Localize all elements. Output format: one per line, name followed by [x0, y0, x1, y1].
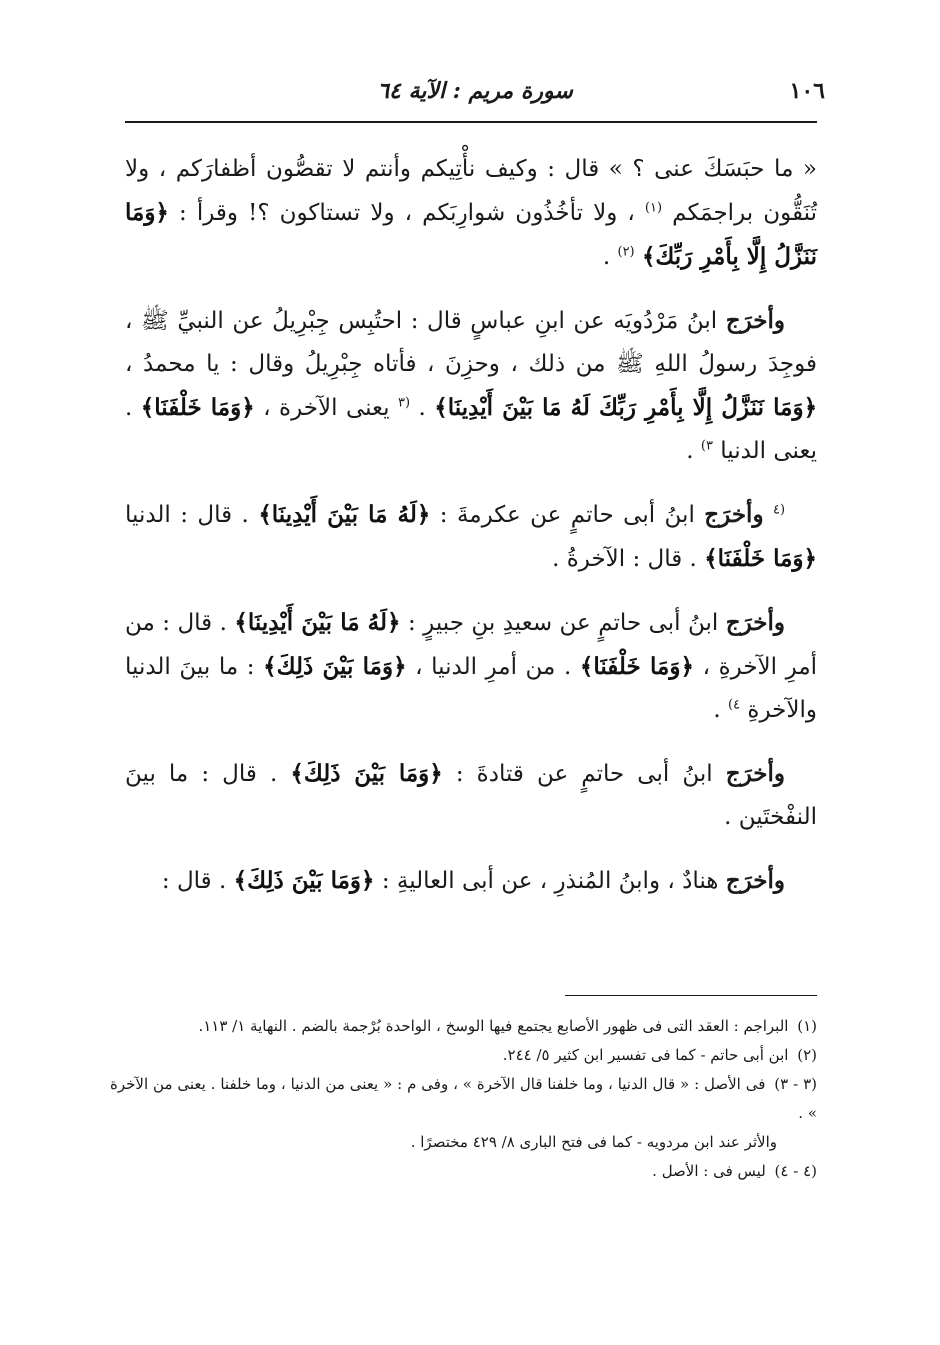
footnote-ref: ٣) [700, 438, 713, 454]
quran-quote: ﴿وَمَا بَيْنَ ذَلِكَ﴾ [233, 867, 375, 894]
footnote-ref: (١) [644, 200, 663, 216]
paragraph-text: « ما حبَسَكَ عنى ؟ » قال : وكيف نأْتِيكم وأنتم لا تقصُّون أظفارَكم ، ولا تُنَقُّون براجمَكم [125, 156, 817, 226]
footnote-number: (٢) [797, 1046, 817, 1064]
paragraph-text: . قال : من أمرِ الآخرةِ ، [125, 610, 818, 680]
quran-quote: ﴿وَمَا بَيْنَ ذَلِكَ﴾ [290, 760, 443, 787]
paragraph-text: . قال : [161, 868, 227, 894]
footnote [110, 1157, 817, 1186]
footnote-ref: (٢) [617, 244, 635, 260]
paragraph-text: هنادٌ ، وابنُ المُنذرِ ، عن أبى العاليةِ : [381, 868, 719, 894]
footnote-continuation [110, 1128, 817, 1157]
paragraph-text: ابنُ أبى حاتمٍ عن عكرمةَ : [439, 502, 695, 528]
quran-quote: ﴿وَمَا نَنَزَّلُ إِلَّا بِأَمْرِ رَبِّكَ لَهُ مَا بَيْنَ أَيْدِينَا﴾ [434, 394, 818, 421]
paragraph-text: يعنى الآخرة ، [263, 395, 390, 421]
paragraph-text: . [418, 395, 426, 421]
page-number: ١٠٦ [789, 78, 825, 104]
quran-quote: ﴿وَمَا نَنَزَّلُ إِلَّا بِأَمْرِ رَبِّكَ﴾ [125, 199, 817, 270]
footnote-divider [565, 995, 817, 996]
paragraph-text: . من أمرِ الدنيا ، [415, 654, 572, 680]
paragraph-5 [125, 752, 817, 839]
paragraph-text: . [686, 438, 694, 464]
paragraph-text: ابنُ أبى حاتمٍ عن سعيدِ بنِ جبيرٍ : [407, 610, 719, 636]
footnote-number: (٤ - ٤) [774, 1162, 817, 1180]
footnote-ref: (٤ [773, 502, 786, 518]
paragraph-text: ، ولا تأخُذُون شوارِبَكم ، ولا تستاكون ؟! وقرأ : [179, 200, 635, 226]
quran-quote: ﴿لَهُ مَا بَيْنَ أَيْدِينَا﴾ [234, 609, 401, 636]
footnote-number: (١) [797, 1017, 817, 1035]
paragraph-4 [125, 601, 817, 732]
paragraph-2 [125, 299, 817, 473]
paragraph-text: . [602, 244, 611, 270]
footnote-text: البراجم : العقد التى فى ظهور الأصابع يجتمع فيها الوسخ ، الواحدة بُرْجمة بالضم . النهاية ١/ ١١٣. [198, 1017, 789, 1035]
paragraph-text: ابنُ أبى حاتمٍ عن قتادةَ : [455, 761, 713, 787]
paragraph-text: . قال : الدنيا [125, 502, 249, 528]
footnote [110, 1041, 817, 1070]
paragraph-lead: وأخرَج [725, 760, 785, 787]
paragraph-lead: وأخرَج [725, 609, 786, 636]
paragraph-text: ابنُ مَرْدُويَه عن ابنِ عباسٍ قال : احتُبِس جِبْرِيلُ عن النبيِّ ﷺ ، فوجِدَ رسولُ اللهِ ﷺ من ذلك ، وحزِنَ ، فأتاه جِبْرِيلُ وقال : يا محمدُ ، [125, 308, 817, 377]
paragraph-6 [125, 859, 817, 903]
footnote [110, 1012, 817, 1041]
footnote [110, 1070, 817, 1128]
quran-quote: ﴿وَمَا بَيْنَ ذَلِكَ﴾ [263, 653, 407, 680]
footnotes [110, 1012, 817, 1186]
footnote-text: فى الأصل : « قال الدنيا ، وما خلفنا قال الآخرة » ، وفى م : « يعنى من الدنيا ، وما خلفنا . يعنى من الآخرة » . [110, 1075, 817, 1122]
header-divider [125, 121, 817, 123]
quran-quote: ﴿وَمَا خَلْفَنَا﴾ [704, 545, 817, 572]
paragraph-text: : ما بينَ الدنيا والآخرةِ [125, 654, 817, 723]
footnote-ref: (٣ [398, 395, 411, 411]
paragraph-lead: وأخرَج [725, 307, 785, 334]
footnote-number: (٣ - ٣) [774, 1075, 817, 1093]
footnote-ref: ٤) [728, 697, 741, 713]
paragraph-text: . قال : الآخرةُ . [552, 546, 697, 572]
page-header [125, 78, 825, 118]
paragraph-lead: وأخرَج [725, 867, 785, 894]
running-title: سورة مريم : الآية ٦٤ [377, 78, 573, 104]
paragraph-1 [125, 148, 817, 279]
quran-quote: ﴿لَهُ مَا بَيْنَ أَيْدِينَا﴾ [258, 501, 431, 528]
paragraph-lead: وأخرَج [704, 501, 764, 528]
footnote-text: ابن أبى حاتم - كما فى تفسير ابن كثير ٥/ ٢٤٤. [502, 1046, 789, 1064]
main-text [125, 148, 817, 923]
quran-quote: ﴿وَمَا خَلْفَنَا﴾ [579, 653, 694, 680]
paragraph-text: . قال : ما بينَ النفْختَين . [125, 761, 817, 830]
paragraph-text: . [713, 697, 721, 723]
quran-quote: ﴿وَمَا خَلْفَنَا﴾ [140, 394, 255, 421]
footnote-text: ليس فى : الأصل . [652, 1162, 766, 1180]
paragraph-text: . يعنى الدنيا [125, 395, 817, 464]
footnote-text: والأثر عند ابن مردويه - كما فى فتح البارى ٨/ ٤٢٩ مختصرًا . [410, 1133, 777, 1151]
paragraph-3 [125, 493, 817, 581]
